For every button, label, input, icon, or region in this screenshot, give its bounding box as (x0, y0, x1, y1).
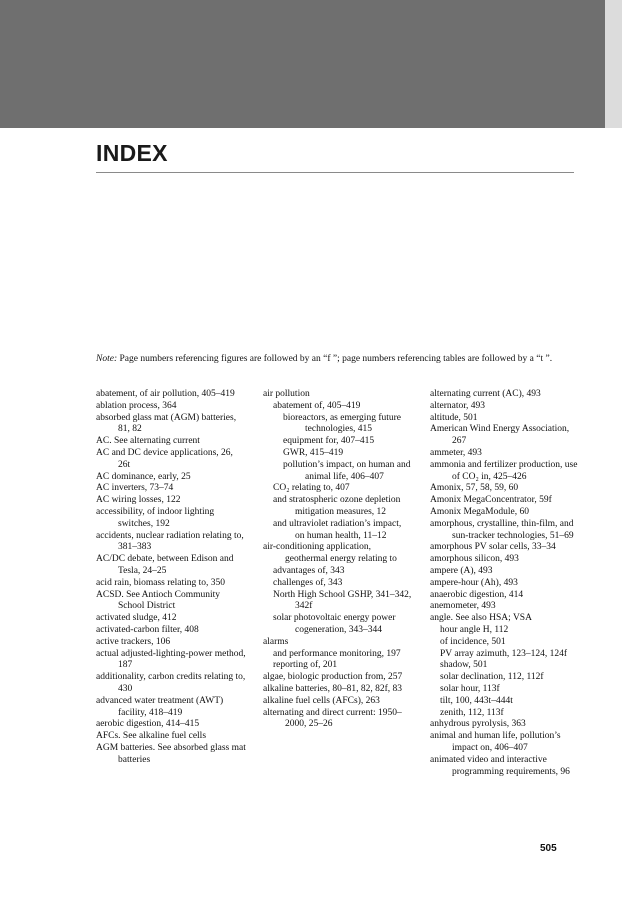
index-entry: algae, biologic production from, 257 (263, 672, 403, 683)
index-entry: solar declination, 112, 112f (440, 672, 544, 683)
index-entry: alkaline batteries, 80–81, 82, 82f, 83 (263, 683, 403, 694)
index-entry: zenith, 112, 113f (440, 707, 504, 718)
index-entry: activated sludge, 412 (96, 613, 177, 624)
page-title: INDEX (96, 140, 168, 166)
index-entry: AGM batteries. See absorbed glass mat batteries (96, 742, 246, 765)
index-entry: amorphous PV solar cells, 33–34 (430, 542, 556, 553)
index-entry: altitude, 501 (430, 412, 478, 423)
index-entry: Amonix MegaConcentrator, 59f (430, 495, 552, 506)
index-entry: solar hour, 113f (440, 683, 500, 694)
index-entry: bioreactors, as emerging future technologies, 415 (283, 412, 402, 435)
index-entry: alkaline fuel cells (AFCs), 263 (263, 695, 380, 706)
index-entry: challenges of, 343 (273, 577, 343, 588)
index-entry: ampere (A), 493 (430, 565, 493, 576)
index-entry: CO₂ relating to, 407 (273, 483, 350, 494)
index-entry: of incidence, 501 (440, 636, 506, 647)
index-entry: animated video and interactive programming requirements, 96 (430, 754, 570, 777)
index-entry: PV array azimuth, 123–124, 124f (440, 648, 567, 659)
index-entry: air-conditioning application, geothermal energy relating to (263, 542, 397, 565)
index-entry: accessibility, of indoor lighting switches, 192 (96, 506, 215, 529)
index-entry: alternating current (AC), 493 (430, 389, 541, 399)
index-entry: advantages of, 343 (273, 565, 345, 576)
index-entry: angle. See also HSA; VSA (430, 613, 532, 624)
index-entry: aerobic digestion, 414–415 (96, 719, 200, 730)
index-entry: ammeter, 493 (430, 447, 482, 458)
index-entry: advanced water treatment (AWT) facility, 418–419 (96, 695, 224, 718)
index-entry: and stratospheric ozone depletion mitigation measures, 12 (273, 495, 401, 517)
index-entry: AC. See alternating current (96, 436, 200, 447)
index-entry: absorbed glass mat (AGM) batteries, 81, 82 (96, 412, 237, 435)
index-entry: air pollution (263, 389, 310, 399)
page-number: 505 (540, 843, 557, 854)
index-entry: ACSD. See Antioch Community School District (96, 589, 221, 612)
index-entry: additionality, carbon credits relating to, 430 (96, 672, 246, 694)
title-rule (96, 172, 574, 173)
index-entry: amorphous, crystalline, thin-film, and sun-tracker technologies, 51–69 (430, 518, 574, 541)
index-entry: alternator, 493 (430, 400, 486, 411)
index-entry: pollution’s impact, on human and animal life, 406–407 (283, 459, 411, 482)
header-band (0, 0, 605, 128)
index-column-3 (430, 389, 580, 778)
index-entry: anhydrous pyrolysis, 363 (430, 719, 526, 730)
index-entry: ablation process, 364 (96, 400, 177, 411)
index-entry: amorphous silicon, 493 (430, 554, 519, 565)
index-entry: AC/DC debate, between Edison and Tesla, 24–25 (96, 554, 234, 576)
header-band-edge (605, 0, 622, 128)
index-entry: equipment for, 407–415 (283, 436, 375, 447)
index-entry: and ultraviolet radiation’s impact, on human health, 11–12 (273, 518, 402, 541)
index-entry: American Wind Energy Association, 267 (430, 424, 570, 447)
note-label: Note: (96, 354, 118, 364)
index-entry: AC dominance, early, 25 (96, 471, 191, 482)
index-entry: animal and human life, pollution’s impact on, 406–407 (430, 731, 561, 753)
index-entry: AC wiring losses, 122 (96, 495, 181, 506)
index-entry: Amonix MegaModule, 60 (430, 506, 529, 517)
index-entry: anemometer, 493 (430, 601, 496, 612)
index-entry: activated-carbon filter, 408 (96, 624, 199, 635)
index-entry: alternating and direct current: 1950–2000, 25–26 (263, 707, 402, 730)
note-text: Page numbers referencing figures are followed by an “f ”; page numbers referencing tables are followed by a “t ”. (117, 354, 553, 364)
index-entry: reporting of, 201 (273, 660, 338, 671)
index-column-2 (263, 389, 413, 731)
index-entry: tilt, 100, 443t–444t (440, 695, 513, 706)
index-note (96, 353, 574, 365)
index-entry: alarms (263, 636, 289, 647)
index-entry: shadow, 501 (440, 660, 488, 671)
index-column-1 (96, 389, 246, 767)
index-entry: abatement, of air pollution, 405–419 (96, 389, 235, 399)
index-entry: solar photovoltaic energy power cogeneration, 343–344 (273, 613, 396, 635)
index-entry: AC inverters, 73–74 (96, 483, 174, 494)
index-entry: Amonix, 57, 58, 59, 60 (430, 483, 519, 494)
index-entry: and performance monitoring, 197 (273, 648, 401, 659)
index-entry: active trackers, 106 (96, 636, 171, 647)
index-entry: accidents, nuclear radiation relating to, 381–383 (96, 530, 244, 553)
index-entry: hour angle H, 112 (440, 624, 509, 635)
index-entry: anaerobic digestion, 414 (430, 589, 524, 600)
index-entry: ammonia and fertilizer production, use of CO₂ in, 425–426 (430, 459, 578, 482)
index-entry: actual adjusted-lighting-power method, 187 (96, 648, 246, 671)
index-entry: AFCs. See alkaline fuel cells (96, 731, 207, 742)
index-entry: acid rain, biomass relating to, 350 (96, 577, 226, 588)
index-entry: GWR, 415–419 (283, 447, 344, 458)
index-entry: ampere-hour (Ah), 493 (430, 577, 518, 588)
index-entry: abatement of, 405–419 (273, 400, 361, 411)
index-entry: AC and DC device applications, 26, 26t (96, 447, 233, 470)
index-entry: North High School GSHP, 341–342, 342f (273, 589, 412, 612)
